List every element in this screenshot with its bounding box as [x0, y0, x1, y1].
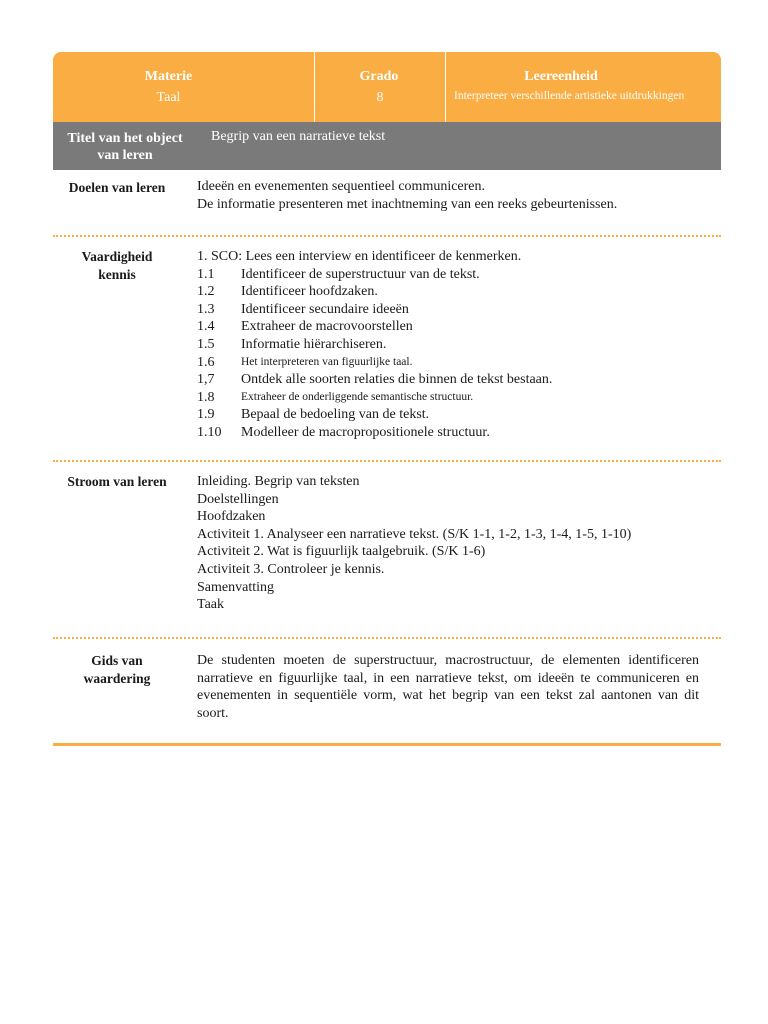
header-cell-materie [53, 52, 315, 122]
lesson-plan [53, 52, 721, 746]
stroom-line: Inleiding. Begrip van teksten [197, 474, 360, 489]
list-item: 1.5 Informatie hiërarchiseren. [197, 336, 387, 352]
list-item: 1.3 Identificeer secundaire ideeën [197, 301, 409, 317]
section-stroom [53, 461, 721, 638]
leereenheid-value: Interpreteer verschillende artistieke uitdrukkingen [454, 90, 685, 102]
leereenheid-label: Leereenheid [524, 69, 598, 84]
header-table [53, 52, 721, 122]
list-item: 1.2 Identificeer hoofdzaken. [197, 284, 378, 300]
materie-value: Taal [156, 90, 181, 105]
materie-label: Materie [144, 69, 193, 84]
vaardigheid-content [197, 248, 721, 442]
stroom-line: Samenvatting [197, 579, 274, 595]
gids-text: De studenten moeten de superstructuur, macrostructuur, de elementen identificeren narratieve en figuurlijke taal, in een narratieve tekst, om ideeën te communiceren en evenementen in sequentiële vorm, wat het begrip van een tekst zal aantonen van dit soort. [197, 653, 699, 721]
stroom-line: Activiteit 3. Controleer je kennis. [197, 561, 385, 577]
stroom-content [197, 473, 721, 614]
list-item: 1.4 Extraheer de macrovoorstellen [197, 319, 413, 335]
grado-value: 8 [376, 90, 384, 105]
gids-label: Gids van waardering [83, 653, 151, 686]
doelen-content [197, 178, 721, 213]
stroom-line: Doelstellingen [197, 491, 279, 507]
header-cell-grado [315, 52, 446, 122]
gids-content [197, 652, 699, 722]
list-item: 1.10 Modelleer de macropropositionele structuur. [197, 424, 490, 440]
section-gids [53, 638, 721, 746]
doelen-label: Doelen van leren [68, 180, 166, 195]
grado-label: Grado [359, 69, 399, 84]
bottom-rule [53, 743, 721, 746]
vaardigheid-intro: 1. SCO: Lees een interview en identificeer de kenmerken. [197, 249, 522, 264]
section-doelen [53, 170, 721, 236]
list-item: 1.9 Bepaal de bedoeling van de tekst. [197, 407, 430, 423]
list-item: 1.6 Het interpreteren van figuurlijke taal. [197, 354, 413, 370]
doelen-line: De informatie presenteren met inachtneming van een reeks gebeurtenissen. [197, 196, 618, 212]
title-bar-label: Titel van het object van leren [67, 131, 183, 163]
vaardigheid-label: Vaardigheid kennis [81, 249, 153, 282]
header-cell-leereenheid [446, 52, 721, 122]
list-item: 1.8 Extraheer de onderliggende semantische structuur. [197, 389, 474, 405]
stroom-label: Stroom van leren [67, 474, 167, 489]
doelen-line: Ideeën en evenementen sequentieel communiceren. [197, 179, 486, 194]
title-bar [53, 122, 721, 170]
list-item: 1.1 Identificeer de superstructuur van de tekst. [197, 266, 480, 282]
list-item: 1,7 Ontdek alle soorten relaties die binnen de tekst bestaan. [197, 372, 553, 388]
stroom-line: Activiteit 1. Analyseer een narratieve tekst. (S/K 1-1, 1-2, 1-3, 1-4, 1-5, 1-10) [197, 526, 632, 542]
title-bar-value: Begrip van een narratieve tekst [211, 129, 386, 144]
stroom-line: Activiteit 2. Wat is figuurlijk taalgebruik. (S/K 1-6) [197, 544, 486, 560]
stroom-line: Hoofdzaken [197, 509, 266, 525]
section-vaardigheid [53, 236, 721, 461]
stroom-line: Taak [197, 597, 225, 613]
